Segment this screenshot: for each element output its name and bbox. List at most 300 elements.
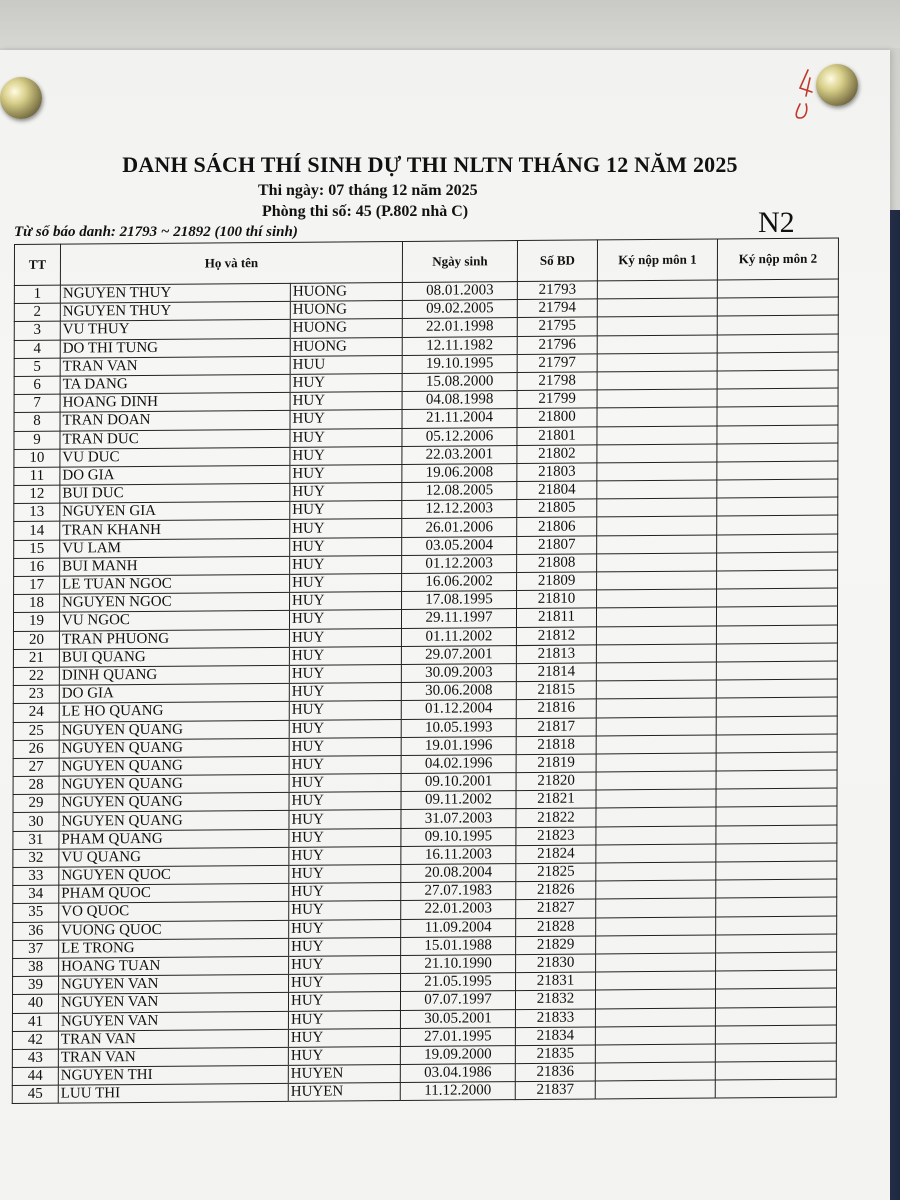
given-name-cell: HUY xyxy=(290,410,402,429)
candidate-number-cell: 21819 xyxy=(516,754,596,773)
sign1-cell xyxy=(595,1008,715,1027)
surname-cell: NGUYEN QUOC xyxy=(59,865,289,885)
sign1-cell xyxy=(596,771,716,790)
sign2-cell xyxy=(716,843,837,862)
sign2-cell xyxy=(717,570,838,589)
row-number: 20 xyxy=(13,631,59,650)
given-name-cell: HUY xyxy=(288,1046,400,1065)
sign2-cell xyxy=(717,279,838,298)
dob-cell: 09.10.2001 xyxy=(401,773,516,792)
row-number: 11 xyxy=(14,467,60,486)
sign2-cell xyxy=(716,952,837,971)
given-name-cell: HUY xyxy=(289,955,401,974)
surname-cell: NGUYEN NGOC xyxy=(60,593,290,613)
surname-cell: TRAN PHUONG xyxy=(59,629,289,649)
surname-cell: LE TUAN NGOC xyxy=(60,574,290,594)
exam-date: Thi ngày: 07 tháng 12 năm 2025 xyxy=(258,182,478,199)
candidate-number-cell: 21807 xyxy=(517,536,597,555)
row-number: 26 xyxy=(13,740,59,759)
sign2-cell xyxy=(715,1061,836,1080)
sign1-cell xyxy=(596,880,716,899)
sign1-cell xyxy=(596,607,716,626)
sign2-cell xyxy=(717,552,838,571)
given-name-cell: HUYEN xyxy=(288,1065,400,1084)
sign2-cell xyxy=(716,752,837,771)
sign2-cell xyxy=(715,1007,836,1026)
row-number: 6 xyxy=(14,376,60,395)
sign2-cell xyxy=(716,788,837,807)
sign1-cell xyxy=(595,1062,715,1081)
surname-cell: TRAN VAN xyxy=(60,356,290,376)
row-number: 36 xyxy=(13,922,59,941)
sign1-cell xyxy=(597,407,717,426)
header-dob: Ngày sinh xyxy=(402,241,517,283)
dob-cell: 04.08.1998 xyxy=(402,391,517,410)
row-number: 41 xyxy=(12,1013,58,1032)
candidate-number-cell: 21800 xyxy=(517,408,597,427)
sign2-cell xyxy=(716,916,837,935)
row-number: 12 xyxy=(14,485,60,504)
surname-cell: VUONG QUOC xyxy=(59,920,289,940)
row-number: 22 xyxy=(13,667,59,686)
candidate-number-cell: 21817 xyxy=(516,717,596,736)
sign2-cell xyxy=(717,297,838,316)
surname-cell: DO GIA xyxy=(59,683,289,703)
candidate-number-cell: 21821 xyxy=(516,790,596,809)
row-number: 27 xyxy=(13,758,59,777)
candidate-number-cell: 21810 xyxy=(517,590,597,609)
sign2-cell xyxy=(717,497,838,516)
sign2-cell xyxy=(717,388,838,407)
row-number: 23 xyxy=(13,685,59,704)
dob-cell: 19.06.2008 xyxy=(402,463,517,482)
header-tt: TT xyxy=(14,244,60,285)
dob-cell: 11.09.2004 xyxy=(401,918,516,937)
given-name-cell: HUY xyxy=(289,937,401,956)
given-name-cell: HUY xyxy=(290,428,402,447)
exam-room: Phòng thi số: 45 (P.802 nhà C) xyxy=(262,203,469,220)
dob-cell: 22.03.2001 xyxy=(402,445,517,464)
sign1-cell xyxy=(597,444,717,463)
candidate-table xyxy=(12,238,839,1105)
candidate-number-cell: 21828 xyxy=(516,918,596,937)
row-number: 13 xyxy=(14,503,60,522)
dob-cell: 09.11.2002 xyxy=(401,791,516,810)
candidate-number-cell: 21822 xyxy=(516,808,596,827)
sign2-cell xyxy=(716,606,837,625)
row-number: 18 xyxy=(14,594,60,613)
dob-cell: 31.07.2003 xyxy=(401,809,516,828)
given-name-cell: HUONG xyxy=(290,301,402,320)
sign1-cell xyxy=(595,1044,715,1063)
sign2-cell xyxy=(716,679,837,698)
surname-cell: VU QUANG xyxy=(59,847,289,867)
dob-cell: 19.09.2000 xyxy=(400,1045,515,1064)
given-name-cell: HUY xyxy=(290,592,402,611)
sign2-cell xyxy=(716,825,837,844)
sign2-cell xyxy=(716,770,837,789)
sign1-cell xyxy=(597,516,717,535)
sign1-cell xyxy=(597,280,717,299)
pushpin-right-icon xyxy=(816,64,858,106)
sign2-cell xyxy=(716,879,837,898)
given-name-cell: HUY xyxy=(289,610,401,629)
row-number: 7 xyxy=(14,394,60,413)
sign2-cell xyxy=(716,806,837,825)
surname-cell: NGUYEN QUANG xyxy=(59,738,289,758)
sign2-cell xyxy=(715,1079,836,1098)
surname-cell: VO QUOC xyxy=(59,902,289,922)
candidate-number-cell: 21837 xyxy=(515,1081,595,1100)
row-number: 39 xyxy=(13,976,59,995)
dob-cell: 29.07.2001 xyxy=(401,645,516,664)
sign1-cell xyxy=(596,698,716,717)
row-number: 45 xyxy=(12,1085,58,1104)
sign1-cell xyxy=(596,826,716,845)
sign1-cell xyxy=(596,716,716,735)
row-number: 24 xyxy=(13,703,59,722)
given-name-cell: HUY xyxy=(289,846,401,865)
surname-cell: BUI DUC xyxy=(60,483,290,503)
candidate-number-cell: 21811 xyxy=(516,608,596,627)
dob-cell: 01.12.2003 xyxy=(402,554,517,573)
surname-cell: NGUYEN THUY xyxy=(60,283,290,303)
sign1-cell xyxy=(597,335,717,354)
row-number: 8 xyxy=(14,412,60,431)
sign2-cell xyxy=(716,643,837,662)
given-name-cell: HUY xyxy=(289,774,401,793)
sign1-cell xyxy=(596,789,716,808)
row-number: 4 xyxy=(14,340,60,359)
given-name-cell: HUONG xyxy=(290,319,402,338)
row-number: 19 xyxy=(13,613,59,632)
candidate-number-cell: 21826 xyxy=(516,881,596,900)
dob-cell: 30.09.2003 xyxy=(401,664,516,683)
sign1-cell xyxy=(596,807,716,826)
sign2-cell xyxy=(716,716,837,735)
dob-cell: 29.11.1997 xyxy=(401,609,516,628)
dob-cell: 21.05.1995 xyxy=(401,973,516,992)
given-name-cell: HUY xyxy=(290,519,402,538)
surname-cell: PHAM QUANG xyxy=(59,829,289,849)
sign1-cell xyxy=(596,626,716,645)
candidate-number-cell: 21814 xyxy=(516,663,596,682)
table-body xyxy=(12,279,838,1104)
surname-cell: NGUYEN THUY xyxy=(60,302,290,322)
surname-cell: TA DANG xyxy=(60,374,290,394)
sign1-cell xyxy=(597,353,717,372)
sign2-cell xyxy=(717,370,838,389)
sign2-cell xyxy=(717,461,838,480)
sign1-cell xyxy=(596,917,716,936)
candidate-number-cell: 21809 xyxy=(517,572,597,591)
surname-cell: NGUYEN VAN xyxy=(59,974,289,994)
dob-cell: 19.10.1995 xyxy=(402,354,517,373)
sign2-cell xyxy=(717,315,838,334)
candidate-number-cell: 21825 xyxy=(516,863,596,882)
given-name-cell: HUY xyxy=(289,810,401,829)
sign1-cell xyxy=(597,589,717,608)
given-name-cell: HUY xyxy=(290,392,402,411)
surname-cell: NGUYEN GIA xyxy=(60,502,290,522)
dob-cell: 22.01.1998 xyxy=(402,318,517,337)
top-paper-strip xyxy=(0,0,900,48)
sign2-cell xyxy=(715,1043,836,1062)
sign1-cell xyxy=(596,680,716,699)
sign1-cell xyxy=(597,462,717,481)
candidate-number-cell: 21804 xyxy=(517,481,597,500)
given-name-cell: HUY xyxy=(289,628,401,647)
candidate-number-cell: 21795 xyxy=(517,317,597,336)
given-name-cell: HUY xyxy=(289,974,401,993)
sign1-cell xyxy=(597,498,717,517)
candidate-number-cell: 21820 xyxy=(516,772,596,791)
dob-cell: 30.06.2008 xyxy=(401,682,516,701)
sign2-cell xyxy=(716,734,837,753)
row-number: 1 xyxy=(14,285,60,304)
dob-cell: 16.11.2003 xyxy=(401,845,516,864)
candidate-number-cell: 21805 xyxy=(517,499,597,518)
given-name-cell: HUONG xyxy=(290,282,402,301)
sign1-cell xyxy=(597,553,717,572)
candidate-number-cell: 21830 xyxy=(516,954,596,973)
given-name-cell: HUY xyxy=(289,683,401,702)
given-name-cell: HUY xyxy=(289,901,401,920)
sign2-cell xyxy=(717,443,838,462)
candidate-number-cell: 21798 xyxy=(517,372,597,391)
candidate-number-cell: 21816 xyxy=(516,699,596,718)
sign1-cell xyxy=(597,571,717,590)
given-name-cell: HUY xyxy=(290,373,402,392)
candidate-number-cell: 21823 xyxy=(516,827,596,846)
sign2-cell xyxy=(716,934,837,953)
candidate-number-cell: 21824 xyxy=(516,845,596,864)
surname-cell: NGUYEN VAN xyxy=(58,993,288,1013)
surname-cell: VU THUY xyxy=(60,320,290,340)
dob-cell: 20.08.2004 xyxy=(401,864,516,883)
surname-cell: DO GIA xyxy=(60,465,290,485)
row-number: 42 xyxy=(12,1031,58,1050)
dob-cell: 03.04.1986 xyxy=(400,1064,515,1083)
candidate-number-cell: 21802 xyxy=(517,445,597,464)
dob-cell: 16.06.2002 xyxy=(402,573,517,592)
row-number: 14 xyxy=(14,522,60,541)
sign1-cell xyxy=(596,844,716,863)
row-number: 21 xyxy=(13,649,59,668)
dob-cell: 15.01.1988 xyxy=(401,936,516,955)
row-number: 40 xyxy=(12,994,58,1013)
sign2-cell xyxy=(716,897,837,916)
surname-cell: TRAN DUC xyxy=(60,429,290,449)
sign2-cell xyxy=(715,1025,836,1044)
surname-cell: NGUYEN QUANG xyxy=(59,756,289,776)
row-number: 29 xyxy=(13,794,59,813)
table-header-row xyxy=(14,238,838,285)
sign1-cell xyxy=(596,644,716,663)
given-name-cell: HUY xyxy=(289,883,401,902)
sign1-cell xyxy=(595,1026,715,1045)
dob-cell: 08.01.2003 xyxy=(402,282,517,301)
sign2-cell xyxy=(717,406,838,425)
given-name-cell: HUYEN xyxy=(288,1083,400,1102)
surname-cell: BUI QUANG xyxy=(59,647,289,667)
surname-cell: HOANG TUAN xyxy=(59,956,289,976)
candidate-number-cell: 21836 xyxy=(515,1063,595,1082)
row-number: 15 xyxy=(14,540,60,559)
surname-cell: LE TRONG xyxy=(59,938,289,958)
given-name-cell: HUY xyxy=(290,464,402,483)
given-name-cell: HUY xyxy=(290,446,402,465)
surname-cell: HOANG DINH xyxy=(60,392,290,412)
dob-cell: 03.05.2004 xyxy=(402,536,517,555)
sign1-cell xyxy=(597,425,717,444)
given-name-cell: HUY xyxy=(289,828,401,847)
candidate-range: Từ số báo danh: 21793 ~ 21892 (100 thí sinh) xyxy=(14,224,298,240)
candidate-number-cell: 21794 xyxy=(517,299,597,318)
candidate-number-cell: 21832 xyxy=(515,990,595,1009)
dob-cell: 10.05.1993 xyxy=(401,718,516,737)
given-name-cell: HUY xyxy=(290,537,402,556)
dob-cell: 27.01.1995 xyxy=(400,1027,515,1046)
candidate-number-cell: 21801 xyxy=(517,426,597,445)
row-number: 3 xyxy=(14,322,60,341)
row-number: 17 xyxy=(14,576,60,595)
given-name-cell: HUY xyxy=(289,701,401,720)
header-sign1: Ký nộp môn 1 xyxy=(597,239,717,281)
header-sbd: Số BD xyxy=(517,240,597,282)
dob-cell: 01.12.2004 xyxy=(401,700,516,719)
row-number: 43 xyxy=(12,1049,58,1068)
dob-cell: 09.10.1995 xyxy=(401,827,516,846)
row-number: 28 xyxy=(13,776,59,795)
sign1-cell xyxy=(597,316,717,335)
surname-cell: VU DUC xyxy=(60,447,290,467)
dob-cell: 30.05.2001 xyxy=(400,1009,515,1028)
surname-cell: TRAN KHANH xyxy=(60,520,290,540)
candidate-number-cell: 21835 xyxy=(515,1045,595,1064)
row-number: 44 xyxy=(12,1067,58,1086)
dob-cell: 01.11.2002 xyxy=(401,627,516,646)
given-name-cell: HUY xyxy=(289,792,401,811)
dob-cell: 12.08.2005 xyxy=(402,482,517,501)
given-name-cell: HUY xyxy=(289,919,401,938)
candidate-number-cell: 21812 xyxy=(516,626,596,645)
candidate-number-cell: 21796 xyxy=(517,335,597,354)
surname-cell: LE HO QUANG xyxy=(59,702,289,722)
dob-cell: 21.11.2004 xyxy=(402,409,517,428)
dob-cell: 12.12.2003 xyxy=(402,500,517,519)
row-number: 5 xyxy=(14,358,60,377)
row-number: 32 xyxy=(13,849,59,868)
given-name-cell: HUY xyxy=(289,664,401,683)
surname-cell: VU NGOC xyxy=(59,611,289,631)
candidate-number-cell: 21829 xyxy=(516,936,596,955)
sign2-cell xyxy=(717,515,838,534)
row-number: 38 xyxy=(13,958,59,977)
candidate-number-cell: 21797 xyxy=(517,354,597,373)
sign1-cell xyxy=(596,898,716,917)
candidate-number-cell: 21793 xyxy=(517,281,597,300)
given-name-cell: HUY xyxy=(289,755,401,774)
dob-cell: 11.12.2000 xyxy=(400,1082,515,1101)
header-name: Họ và tên xyxy=(60,241,402,285)
row-number: 2 xyxy=(14,303,60,322)
sign1-cell xyxy=(596,662,716,681)
surname-cell: DO THI TUNG xyxy=(60,338,290,358)
sign2-cell xyxy=(716,697,837,716)
header-sign2: Ký nộp môn 2 xyxy=(717,238,838,280)
handwritten-mark xyxy=(786,66,822,126)
row-number: 37 xyxy=(13,940,59,959)
sign2-cell xyxy=(717,425,838,444)
sign1-cell xyxy=(596,735,716,754)
sign2-cell xyxy=(716,861,837,880)
given-name-cell: HUY xyxy=(289,719,401,738)
sign2-cell xyxy=(717,534,838,553)
dob-cell: 22.01.2003 xyxy=(401,900,516,919)
row-number: 9 xyxy=(14,431,60,450)
row-number: 34 xyxy=(13,885,59,904)
given-name-cell: HUY xyxy=(290,501,402,520)
sign1-cell xyxy=(597,480,717,499)
surname-cell: TRAN DOAN xyxy=(60,411,290,431)
candidate-number-cell: 21831 xyxy=(516,972,596,991)
candidate-number-cell: 21818 xyxy=(516,736,596,755)
given-name-cell: HUU xyxy=(290,355,402,374)
candidate-number-cell: 21808 xyxy=(517,554,597,573)
given-name-cell: HUY xyxy=(290,483,402,502)
candidate-number-cell: 21834 xyxy=(515,1027,595,1046)
row-number: 31 xyxy=(13,831,59,850)
row-number: 30 xyxy=(13,813,59,832)
sign2-cell xyxy=(717,479,838,498)
sign1-cell xyxy=(595,989,715,1008)
sign1-cell xyxy=(596,971,716,990)
candidate-number-cell: 21827 xyxy=(516,899,596,918)
dob-cell: 17.08.1995 xyxy=(402,591,517,610)
surname-cell: LUU THI xyxy=(58,1084,288,1104)
sign1-cell xyxy=(597,535,717,554)
row-number: 25 xyxy=(13,722,59,741)
pushpin-left-icon xyxy=(0,77,42,119)
sign1-cell xyxy=(597,371,717,390)
surname-cell: TRAN VAN xyxy=(58,1047,288,1067)
sign1-cell xyxy=(596,862,716,881)
dob-cell: 09.02.2005 xyxy=(402,300,517,319)
dob-cell: 04.02.1996 xyxy=(401,754,516,773)
dob-cell: 12.11.1982 xyxy=(402,336,517,355)
given-name-cell: HUY xyxy=(290,573,402,592)
given-name-cell: HUY xyxy=(289,737,401,756)
sign2-cell xyxy=(717,334,838,353)
sign1-cell xyxy=(597,298,717,317)
row-number: 10 xyxy=(14,449,60,468)
sign1-cell xyxy=(597,389,717,408)
given-name-cell: HUY xyxy=(289,864,401,883)
dob-cell: 26.01.2006 xyxy=(402,518,517,537)
given-name-cell: HUY xyxy=(288,1010,400,1029)
dob-cell: 07.07.1997 xyxy=(400,991,515,1010)
surname-cell: NGUYEN QUANG xyxy=(59,774,289,794)
row-number: 16 xyxy=(14,558,60,577)
surname-cell: NGUYEN QUANG xyxy=(59,793,289,813)
sign2-cell xyxy=(715,988,836,1007)
dob-cell: 27.07.1983 xyxy=(401,882,516,901)
candidate-number-cell: 21815 xyxy=(516,681,596,700)
candidate-number-cell: 21799 xyxy=(517,390,597,409)
candidate-number-cell: 21813 xyxy=(516,645,596,664)
sign2-cell xyxy=(716,625,837,644)
